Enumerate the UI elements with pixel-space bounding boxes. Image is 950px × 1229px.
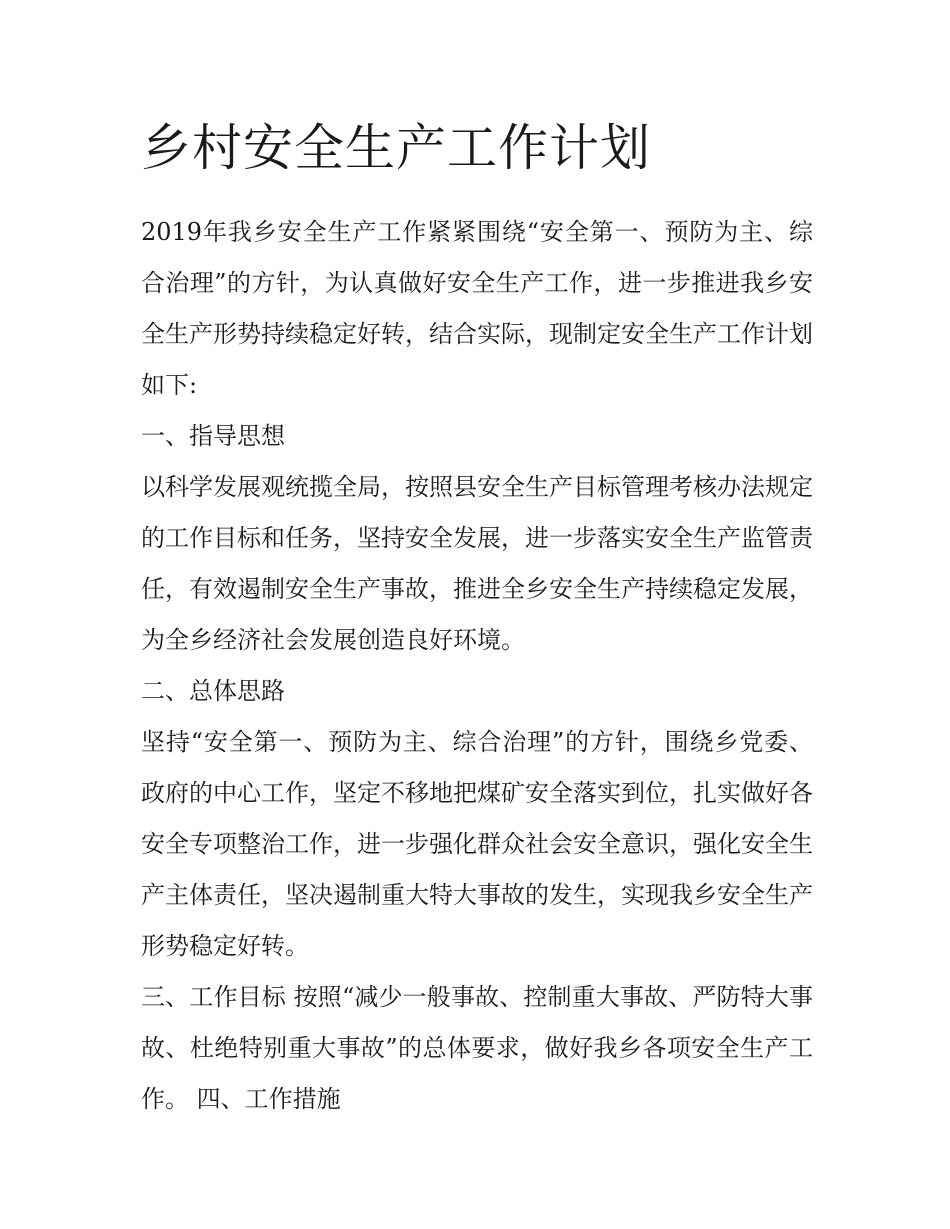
section-body-goals-and-measures: 三、工作目标 按照“减少一般事故、控制重大事故、严防特大事故、杜绝特别重大事故”的总体要求，做好我乡各项安全生产工作。 四、工作措施 [141,983,813,1113]
section-body-guiding-ideology: 以科学发展观统揽全局，按照县安全生产目标管理考核办法规定的工作目标和任务，坚持安全发展，进一步落实安全生产监管责任，有效遏制安全生产事故，推进全乡安全生产持续稳定发展，为全乡经济社会发展创造良好环境。 [141,473,813,654]
intro-paragraph: 2019年我乡安全生产工作紧紧围绕“安全第一、预防为主、综合治理”的方针，为认真做好安全生产工作，进一步推进我乡安全生产形势持续稳定好转，结合实际，现制定安全生产工作计划如下: [141,218,813,399]
document-title: 乡村安全生产工作计划 [141,119,651,177]
section-heading-overall-approach: 二、总体思路 [141,677,285,705]
section-body-overall-approach: 坚持“安全第一、预防为主、综合治理”的方针，围绕乡党委、政府的中心工作，坚定不移地把煤矿安全落实到位，扎实做好各安全专项整治工作，进一步强化群众社会安全意识，强化安全生产主体责任，坚决遏制重大特大事故的发生，实现我乡安全生产形势稳定好转。 [141,728,813,960]
document-body [141,112,813,1125]
section-heading-guiding-ideology: 一、指导思想 [141,422,285,450]
